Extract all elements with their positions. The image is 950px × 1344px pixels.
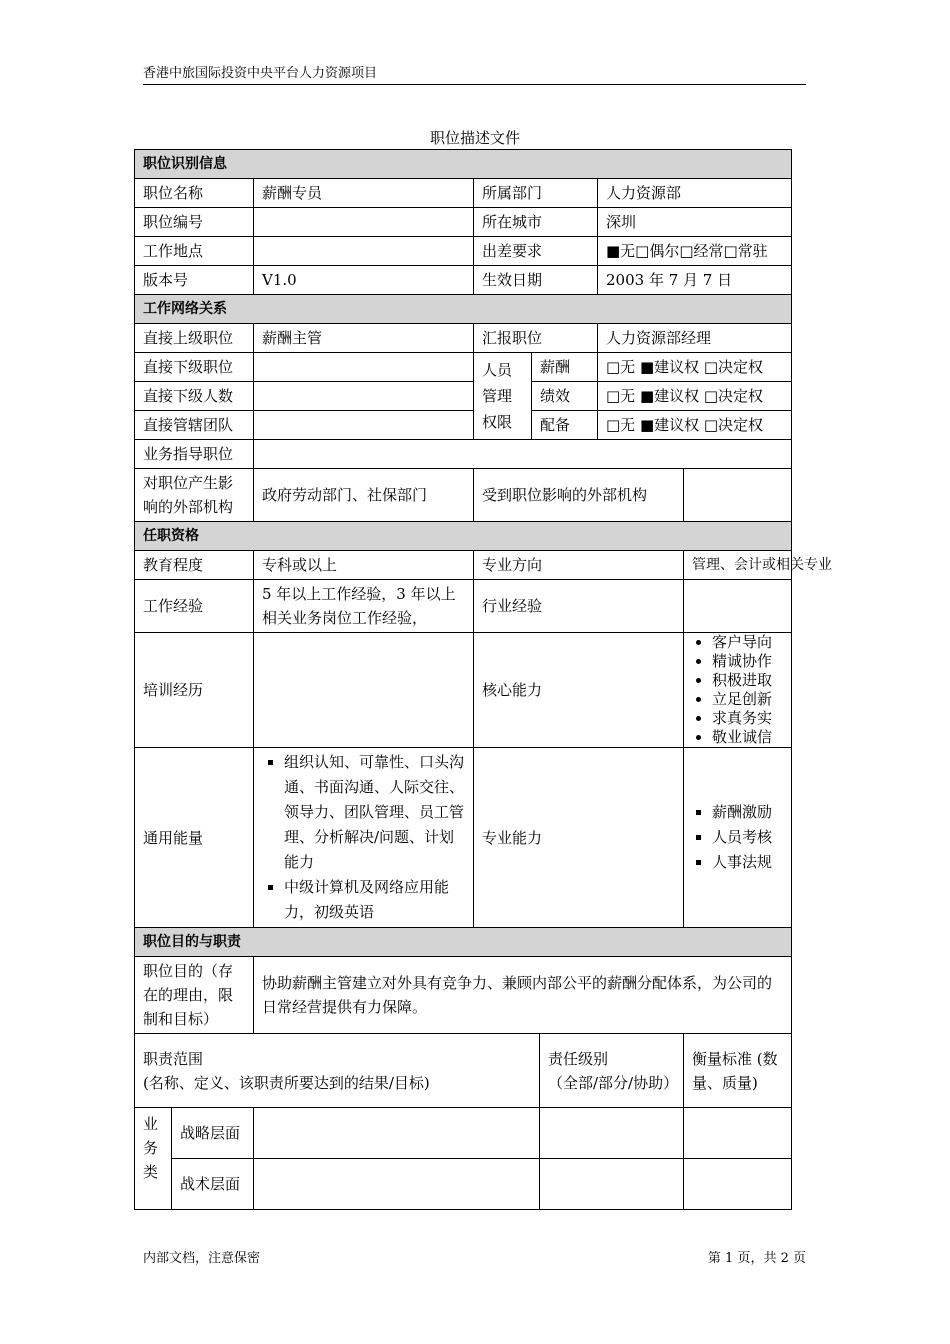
major-value: 管理、会计或相关专业 [684, 551, 792, 580]
general-ability-list [254, 748, 474, 928]
version-label: 版本号 [135, 266, 254, 295]
department-value: 人力资源部 [598, 179, 792, 208]
professional-ability-label: 专业能力 [474, 748, 684, 928]
department-label: 所属部门 [474, 179, 598, 208]
document-header: 香港中旅国际投资中央平台人力资源项目 [143, 64, 806, 85]
section-network: 工作网络关系 [135, 295, 792, 324]
tactical-measure [684, 1159, 792, 1210]
purpose-value: 协助薪酬主管建立对外具有竞争力、兼顾内部公平的薪酬分配体系，为公司的日常经营提供有力保障。 [254, 957, 792, 1034]
travel-value: ■无□偶尔□经常□常驻 [598, 237, 792, 266]
job-description-table [134, 149, 832, 1210]
position-name-label: 职位名称 [135, 179, 254, 208]
list-item: ▪ 人员考核 [712, 825, 783, 850]
level-header [540, 1034, 684, 1108]
scope-label: 职责范围 [143, 1049, 204, 1068]
team-value [254, 411, 474, 440]
subordinate-label: 直接下级职位 [135, 353, 254, 382]
list-item: ▪ 组织认知、可靠性、口头沟通、书面沟通、人际交往、领导力、团队管理、员工管理、分析解决/问题、计划能力 [284, 750, 465, 875]
strategic-scope [254, 1108, 540, 1159]
core-ability-list [684, 633, 792, 748]
list-item: ▪ 人事法规 [712, 850, 783, 875]
category-label: 业务类 [135, 1108, 172, 1210]
superior-label: 直接上级职位 [135, 324, 254, 353]
authority-row-value: □无 ■建议权 □决定权 [598, 382, 792, 411]
purpose-label: 职位目的（存在的理由，限制和目标） [135, 957, 254, 1034]
authority-label [474, 353, 532, 440]
superior-value: 薪酬主管 [254, 324, 474, 353]
general-ability-label: 通用能量 [135, 748, 254, 928]
work-location-label: 工作地点 [135, 237, 254, 266]
list-item: ▪ 中级计算机及网络应用能力，初级英语 [284, 875, 465, 925]
effective-date-value: 2003 年 7 月 7 日 [598, 266, 792, 295]
external-value: 政府劳动部门、社保部门 [254, 469, 474, 522]
section-qualification: 任职资格 [135, 522, 792, 551]
list-item: ▪ 薪酬激励 [712, 800, 783, 825]
authority-label-1: 人员 [482, 361, 513, 379]
level-label: 责任级别 [548, 1049, 609, 1068]
authority-row-name: 配备 [532, 411, 598, 440]
effective-date-label: 生效日期 [474, 266, 598, 295]
tactical-scope [254, 1159, 540, 1210]
tactical-level [540, 1159, 684, 1210]
footer-confidential: 内部文档，注意保密 [143, 1251, 261, 1266]
list-item: • 客户导向 [712, 633, 787, 652]
subordinate-value [254, 353, 474, 382]
level-description: （全部/部分/协助） [548, 1073, 679, 1092]
list-item: • 积极进取 [712, 671, 787, 690]
external-label: 对职位产生影响的外部机构 [135, 469, 254, 522]
report-value: 人力资源部经理 [598, 324, 792, 353]
list-item: • 求真务实 [712, 709, 787, 728]
guidance-label: 业务指导职位 [135, 440, 254, 469]
authority-row-value: □无 ■建议权 □决定权 [598, 353, 792, 382]
training-label: 培训经历 [135, 633, 254, 748]
experience-label: 工作经验 [135, 580, 254, 633]
training-value [254, 633, 474, 748]
industry-label: 行业经验 [474, 580, 684, 633]
authority-label-2: 管理 [482, 387, 513, 405]
travel-label: 出差要求 [474, 237, 598, 266]
strategic-level [540, 1108, 684, 1159]
affected-label: 受到职位影响的外部机构 [474, 469, 684, 522]
major-label: 专业方向 [474, 551, 684, 580]
education-value: 专科或以上 [254, 551, 474, 580]
scope-header [135, 1034, 540, 1108]
city-label: 所在城市 [474, 208, 598, 237]
authority-row-value: □无 ■建议权 □决定权 [598, 411, 792, 440]
strategic-label: 战略层面 [172, 1108, 254, 1159]
professional-ability-list [684, 748, 792, 928]
section-purpose: 职位目的与职责 [135, 928, 792, 957]
guidance-value [254, 440, 792, 469]
sub-count-label: 直接下级人数 [135, 382, 254, 411]
document-title: 职位描述文件 [429, 129, 520, 147]
tactical-label: 战术层面 [172, 1159, 254, 1210]
section-identity: 职位识别信息 [135, 150, 792, 179]
team-label: 直接管辖团队 [135, 411, 254, 440]
position-code-label: 职位编号 [135, 208, 254, 237]
experience-value: 5 年以上工作经验，3 年以上相关业务岗位工作经验， [254, 580, 474, 633]
position-name-value: 薪酬专员 [254, 179, 474, 208]
authority-row-name: 薪酬 [532, 353, 598, 382]
list-item: • 敬业诚信 [712, 728, 787, 747]
measure-header: 衡量标准 (数量、质量) [684, 1034, 792, 1108]
authority-row-name: 绩效 [532, 382, 598, 411]
city-value: 深圳 [598, 208, 792, 237]
footer-page-number: 第 1 页，共 2 页 [707, 1251, 806, 1266]
education-label: 教育程度 [135, 551, 254, 580]
authority-label-3: 权限 [482, 413, 513, 431]
list-item: • 精诚协作 [712, 652, 787, 671]
core-ability-label: 核心能力 [474, 633, 684, 748]
strategic-measure [684, 1108, 792, 1159]
report-label: 汇报职位 [474, 324, 598, 353]
position-code-value [254, 208, 474, 237]
scope-description: (名称、定义、该职责所要达到的结果/目标) [143, 1073, 430, 1092]
sub-count-value [254, 382, 474, 411]
version-value: V1.0 [254, 266, 474, 295]
list-item: • 立足创新 [712, 690, 787, 709]
industry-value [684, 580, 792, 633]
affected-value [684, 469, 792, 522]
work-location-value [254, 237, 474, 266]
